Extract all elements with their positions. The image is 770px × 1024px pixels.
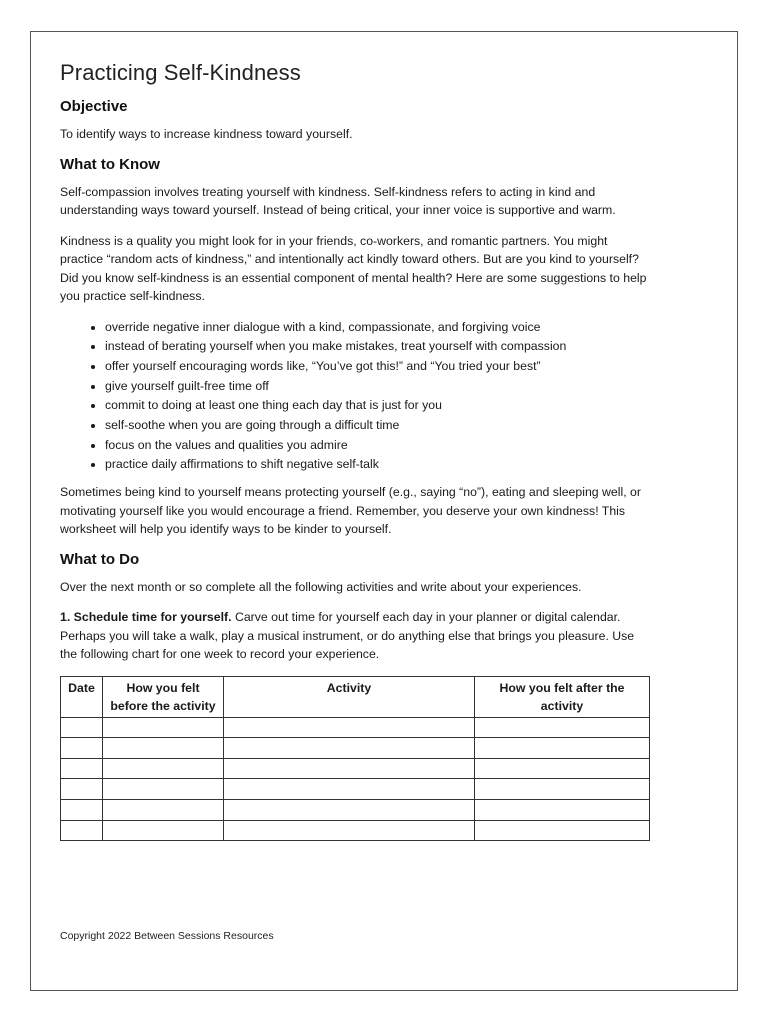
date-cell[interactable] bbox=[61, 779, 103, 800]
table-row bbox=[61, 758, 650, 779]
what-to-know-heading: What to Know bbox=[60, 155, 160, 173]
after-cell[interactable] bbox=[475, 779, 650, 800]
header-before: How you felt before the activity bbox=[103, 676, 224, 717]
date-cell[interactable] bbox=[61, 738, 103, 759]
what-to-know-paragraph-2: Kindness is a quality you might look for in your friends, co-workers, and romantic partners. You might practice “random acts of kindness,” and intentionally act kindly toward others. But are you kind to yourself? Did you know self-kindness is an essential component of mental health? Here are some suggestions to help you practice self-kindness. bbox=[60, 233, 647, 303]
activity-cell[interactable] bbox=[224, 717, 475, 738]
list-item: • practice daily affirmations to shift negative self-talk bbox=[105, 455, 652, 475]
before-cell[interactable] bbox=[103, 779, 224, 800]
before-cell[interactable] bbox=[103, 738, 224, 759]
date-cell[interactable] bbox=[61, 820, 103, 841]
activity-cell[interactable] bbox=[224, 758, 475, 779]
table-row bbox=[61, 717, 650, 738]
suggestions-list bbox=[60, 318, 652, 476]
header-activity: Activity bbox=[224, 676, 475, 717]
list-item: • offer yourself encouraging words like, “You’ve got this!” and “You tried your best” bbox=[105, 357, 652, 377]
objective-heading: Objective bbox=[60, 98, 128, 115]
what-to-know-paragraph-3: Sometimes being kind to yourself means protecting yourself (e.g., saying “no”), eating and sleeping well, or motivating yourself like you would encourage a friend. Remember, you deserve your own kindness! This worksheet will help you identify ways to be kinder to yourself. bbox=[60, 485, 641, 537]
before-cell[interactable] bbox=[103, 717, 224, 738]
after-cell[interactable] bbox=[475, 758, 650, 779]
after-cell[interactable] bbox=[475, 717, 650, 738]
list-item: • give yourself guilt-free time off bbox=[105, 377, 652, 397]
table-row bbox=[61, 800, 650, 821]
table-row bbox=[61, 738, 650, 759]
date-cell[interactable] bbox=[61, 758, 103, 779]
what-to-do-heading: What to Do bbox=[60, 550, 140, 568]
step-1-lead: 1. Schedule time for yourself. bbox=[60, 610, 232, 625]
list-item: • commit to doing at least one thing each day that is just for you bbox=[105, 396, 652, 416]
after-cell[interactable] bbox=[475, 738, 650, 759]
activity-cell[interactable] bbox=[224, 820, 475, 841]
activity-cell[interactable] bbox=[224, 779, 475, 800]
before-cell[interactable] bbox=[103, 820, 224, 841]
step-1-text: Carve out time for yourself each day in your planner or digital calendar. Perhaps you will take a walk, play a musical instrument, or do anything else that brings you pleasure. Use the following chart for one week to record your experience. bbox=[60, 610, 635, 662]
what-to-know-paragraph-1: Self-compassion involves treating yourself with kindness. Self-kindness refers to acting in kind and understanding ways toward yourself. Instead of being critical, your inner voice is supportive and warm. bbox=[60, 184, 616, 217]
table-row bbox=[61, 779, 650, 800]
list-item: • instead of berating yourself when you make mistakes, treat yourself with compassion bbox=[105, 337, 652, 357]
list-item: • override negative inner dialogue with a kind, compassionate, and forgiving voice bbox=[105, 318, 652, 338]
before-cell[interactable] bbox=[103, 800, 224, 821]
header-date: Date bbox=[61, 676, 103, 717]
list-item: • focus on the values and qualities you admire bbox=[105, 436, 652, 456]
activity-log-table bbox=[60, 676, 650, 842]
header-after: How you felt after the activity bbox=[475, 676, 650, 717]
page-title: Practicing Self-Kindness bbox=[60, 60, 301, 85]
table-row bbox=[61, 820, 650, 841]
copyright-footer: Copyright 2022 Between Sessions Resources bbox=[60, 930, 274, 942]
list-item: • self-soothe when you are going through a difficult time bbox=[105, 416, 652, 436]
before-cell[interactable] bbox=[103, 758, 224, 779]
objective-text: To identify ways to increase kindness toward yourself. bbox=[60, 127, 353, 141]
after-cell[interactable] bbox=[475, 820, 650, 841]
after-cell[interactable] bbox=[475, 800, 650, 821]
date-cell[interactable] bbox=[61, 800, 103, 821]
what-to-do-intro: Over the next month or so complete all the following activities and write about your experiences. bbox=[60, 579, 582, 594]
date-cell[interactable] bbox=[61, 717, 103, 738]
step-1-paragraph bbox=[60, 608, 652, 664]
activity-cell[interactable] bbox=[224, 738, 475, 759]
table-header-row bbox=[61, 676, 650, 717]
activity-cell[interactable] bbox=[224, 800, 475, 821]
worksheet-content bbox=[60, 60, 652, 841]
